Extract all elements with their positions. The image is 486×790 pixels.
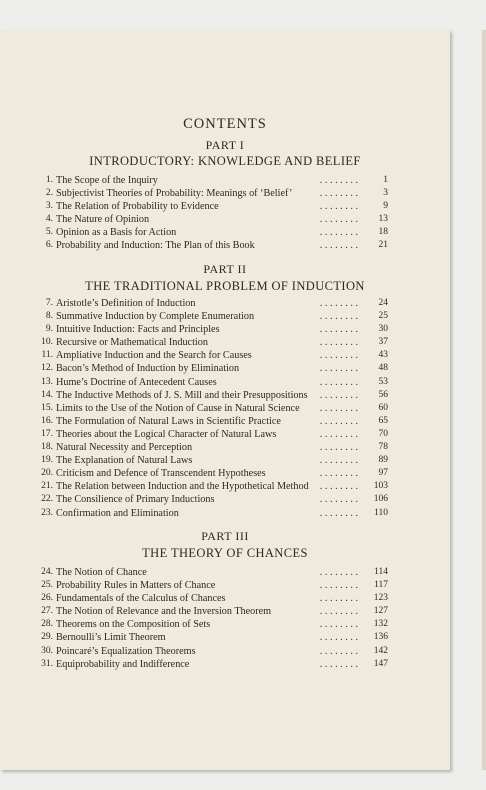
dot-leaders: . . . . . . . .: [319, 363, 358, 375]
entry-title: Hume’s Doctrine of Antecedent Causes: [56, 376, 217, 388]
entry-number: 11.: [41, 350, 53, 361]
dot-leaders: . . . . . . . .: [319, 567, 358, 578]
entry-page-number: 25: [378, 311, 388, 322]
entry-title: Natural Necessity and Perception: [56, 442, 193, 454]
entry-number: 30.: [41, 645, 53, 656]
part-1-label: PART I: [205, 138, 245, 152]
entry-page-number: 97: [378, 468, 388, 479]
dot-leaders: . . . . . . . .: [319, 645, 358, 657]
dot-leaders: . . . . . . . .: [319, 442, 358, 454]
entry-page-number: 110: [374, 507, 388, 518]
entry-page-number: 117: [374, 580, 388, 591]
entry-title: Opinion as a Basis for Action: [56, 227, 177, 239]
entry-page-number: 1: [383, 175, 388, 185]
entry-title: Probability and Induction: The Plan of this Book: [56, 240, 255, 252]
entry-page-number: 147: [373, 658, 388, 669]
entry-page-number: 3: [383, 188, 388, 199]
entry-page-number: 142: [373, 645, 388, 656]
entry-number: 10.: [41, 337, 53, 348]
entry-page-number: 123: [373, 593, 388, 604]
entry-page-number: 9: [383, 201, 388, 212]
toc-entry: [0, 310, 450, 323]
part-2-entries: [0, 297, 450, 520]
entry-page-number: 30: [378, 324, 388, 335]
dot-leaders: . . . . . . . .: [319, 337, 358, 349]
toc-entry: [0, 467, 450, 480]
part-1-title: INTRODUCTORY: KNOWLEDGE AND BELIEF: [89, 154, 361, 168]
entry-title: Bernoulli’s Limit Theorem: [56, 632, 166, 644]
entry-title: Probability Rules in Matters of Chance: [56, 580, 216, 592]
entry-number: 12.: [41, 363, 53, 374]
entry-number: 15.: [41, 402, 53, 413]
entry-number: 28.: [41, 619, 53, 630]
dot-leaders: . . . . . . . .: [319, 619, 358, 631]
dot-leaders: . . . . . . . .: [319, 389, 358, 401]
dot-leaders: . . . . . . . .: [319, 428, 358, 440]
entry-number: 19.: [41, 455, 53, 466]
dot-leaders: . . . . . . . .: [319, 580, 358, 592]
part-3-entries: [0, 566, 450, 671]
entry-page-number: 37: [378, 337, 388, 348]
entry-number: 6.: [45, 240, 53, 251]
dot-leaders: . . . . . . . .: [319, 311, 358, 323]
entry-page-number: 127: [373, 606, 388, 617]
toc-entry: [0, 645, 450, 658]
entry-page-number: 114: [374, 567, 388, 577]
dot-leaders: . . . . . . . .: [319, 298, 358, 309]
entry-title: The Notion of Chance: [56, 567, 147, 578]
toc-entry: [0, 592, 450, 605]
toc-entry: [0, 658, 450, 671]
dot-leaders: . . . . . . . .: [319, 175, 358, 186]
entry-number: 2.: [45, 188, 53, 199]
entry-number: 4.: [45, 214, 53, 225]
part-2-title: THE TRADITIONAL PROBLEM OF INDUCTION: [85, 279, 365, 293]
dot-leaders: . . . . . . . .: [319, 188, 358, 200]
dot-leaders: . . . . . . . .: [319, 593, 358, 605]
dot-leaders: . . . . . . . .: [319, 658, 358, 670]
dot-leaders: . . . . . . . .: [319, 402, 358, 414]
entry-title: Theories about the Logical Character of Natural Laws: [56, 428, 277, 440]
entry-title: The Relation of Probability to Evidence: [56, 201, 219, 213]
toc-entry: [0, 349, 450, 362]
entry-page-number: 53: [378, 376, 388, 387]
contents-title: CONTENTS: [183, 116, 267, 132]
dot-leaders: . . . . . . . .: [319, 606, 358, 618]
entry-title: Confirmation and Elimination: [56, 507, 179, 519]
toc-entry: [0, 187, 450, 200]
entry-number: 26.: [41, 593, 53, 604]
entry-number: 7.: [45, 298, 53, 308]
entry-number: 1.: [45, 175, 53, 185]
dot-leaders: . . . . . . . .: [319, 376, 358, 388]
entry-title: Recursive or Mathematical Induction: [56, 337, 208, 349]
toc-entry: [0, 480, 450, 493]
entry-number: 13.: [41, 376, 53, 387]
dot-leaders: . . . . . . . .: [319, 507, 358, 519]
entry-page-number: 60: [378, 402, 388, 413]
dot-leaders: . . . . . . . .: [319, 214, 358, 226]
entry-number: 23.: [41, 507, 53, 518]
toc-entry: [0, 376, 450, 389]
entry-page-number: 18: [378, 227, 388, 238]
toc-entry: [0, 493, 450, 506]
entry-page-number: 48: [378, 363, 388, 374]
entry-number: 3.: [45, 201, 53, 212]
entry-number: 16.: [41, 415, 53, 426]
entry-page-number: 78: [378, 442, 388, 453]
dot-leaders: . . . . . . . .: [319, 481, 358, 493]
toc-entry: [0, 239, 450, 252]
dot-leaders: . . . . . . . .: [319, 468, 358, 480]
entry-page-number: 106: [373, 494, 388, 505]
dot-leaders: . . . . . . . .: [319, 201, 358, 213]
entry-number: 9.: [45, 324, 53, 335]
toc-entry: [0, 226, 450, 239]
toc-entry: [0, 336, 450, 349]
part-3-label: PART III: [201, 529, 249, 543]
entry-number: 18.: [41, 442, 53, 453]
toc-entry: [0, 507, 450, 520]
toc-entry: [0, 389, 450, 402]
toc-entry: [0, 200, 450, 213]
entry-title: Ampliative Induction and the Search for Causes: [56, 350, 252, 362]
toc-entry: [0, 566, 450, 579]
entry-number: 31.: [41, 658, 53, 669]
entry-number: 17.: [41, 428, 53, 439]
entry-title: Equiprobability and Indifference: [56, 658, 190, 670]
entry-title: The Relation between Induction and the Hypothetical Method: [56, 481, 309, 493]
entry-page-number: 43: [378, 350, 388, 361]
dot-leaders: . . . . . . . .: [319, 350, 358, 362]
toc-entry: [0, 454, 450, 467]
toc-entry: [0, 174, 450, 187]
entry-number: 8.: [45, 311, 53, 322]
entry-title: Theorems on the Composition of Sets: [56, 619, 211, 631]
entry-title: Poincaré’s Equalization Theorems: [56, 645, 196, 657]
entry-title: Criticism and Defence of Transcendent Hypotheses: [56, 468, 266, 480]
dot-leaders: . . . . . . . .: [319, 455, 358, 467]
entry-page-number: 21: [378, 240, 388, 251]
dot-leaders: . . . . . . . .: [319, 632, 358, 644]
entry-title: Aristotle’s Definition of Induction: [56, 298, 196, 309]
toc-entry: [0, 579, 450, 592]
part-3-title: THE THEORY OF CHANCES: [142, 546, 308, 560]
entry-page-number: 13: [378, 214, 388, 225]
toc-entry: [0, 415, 450, 428]
entry-page-number: 56: [378, 389, 388, 400]
entry-page-number: 70: [378, 428, 388, 439]
toc-entry: [0, 362, 450, 375]
entry-title: Subjectivist Theories of Probability: Meanings of ‘Belief’: [56, 188, 293, 200]
entry-page-number: 136: [373, 632, 388, 643]
entry-title: Bacon’s Method of Induction by Elimination: [56, 363, 240, 375]
part-1-entries: [0, 174, 450, 253]
entry-title: The Scope of the Inquiry: [56, 175, 158, 186]
entry-page-number: 65: [378, 415, 388, 426]
toc-entry: [0, 605, 450, 618]
entry-page-number: 103: [373, 481, 388, 492]
dot-leaders: . . . . . . . .: [319, 227, 358, 239]
entry-title: The Inductive Methods of J. S. Mill and their Presuppositions: [56, 389, 308, 401]
entry-title: Limits to the Use of the Notion of Cause in Natural Science: [56, 402, 300, 414]
entry-title: The Explanation of Natural Laws: [56, 455, 193, 467]
toc-entry: [0, 441, 450, 454]
entry-number: 24.: [41, 567, 53, 577]
entry-title: The Consilience of Primary Inductions: [56, 494, 215, 506]
entry-title: The Nature of Opinion: [56, 214, 150, 226]
entry-number: 29.: [41, 632, 53, 643]
toc-entry: [0, 618, 450, 631]
entry-number: 25.: [41, 580, 53, 591]
entry-title: Intuitive Induction: Facts and Principles: [56, 324, 220, 336]
dot-leaders: . . . . . . . .: [319, 494, 358, 506]
entry-page-number: 24: [378, 298, 388, 308]
dot-leaders: . . . . . . . .: [319, 324, 358, 336]
entry-number: 22.: [41, 494, 53, 505]
entry-title: Summative Induction by Complete Enumeration: [56, 311, 255, 323]
toc-entry: [0, 402, 450, 415]
toc-entry: [0, 213, 450, 226]
toc-entry: [0, 323, 450, 336]
entry-number: 14.: [41, 389, 53, 400]
toc-entry: [0, 428, 450, 441]
entry-title: The Notion of Relevance and the Inversion Theorem: [56, 606, 272, 618]
entry-page-number: 132: [373, 619, 388, 630]
entry-number: 5.: [45, 227, 53, 238]
entry-number: 21.: [41, 481, 53, 492]
entry-title: Fundamentals of the Calculus of Chances: [56, 593, 226, 605]
part-2-label: PART II: [203, 262, 247, 276]
dot-leaders: . . . . . . . .: [319, 240, 358, 252]
toc-entry: [0, 297, 450, 310]
entry-number: 20.: [41, 468, 53, 479]
page-edge: [482, 30, 486, 770]
entry-page-number: 89: [378, 455, 388, 466]
dot-leaders: . . . . . . . .: [319, 415, 358, 427]
entry-number: 27.: [41, 606, 53, 617]
entry-title: The Formulation of Natural Laws in Scientific Practice: [56, 415, 281, 427]
toc-entry: [0, 631, 450, 644]
